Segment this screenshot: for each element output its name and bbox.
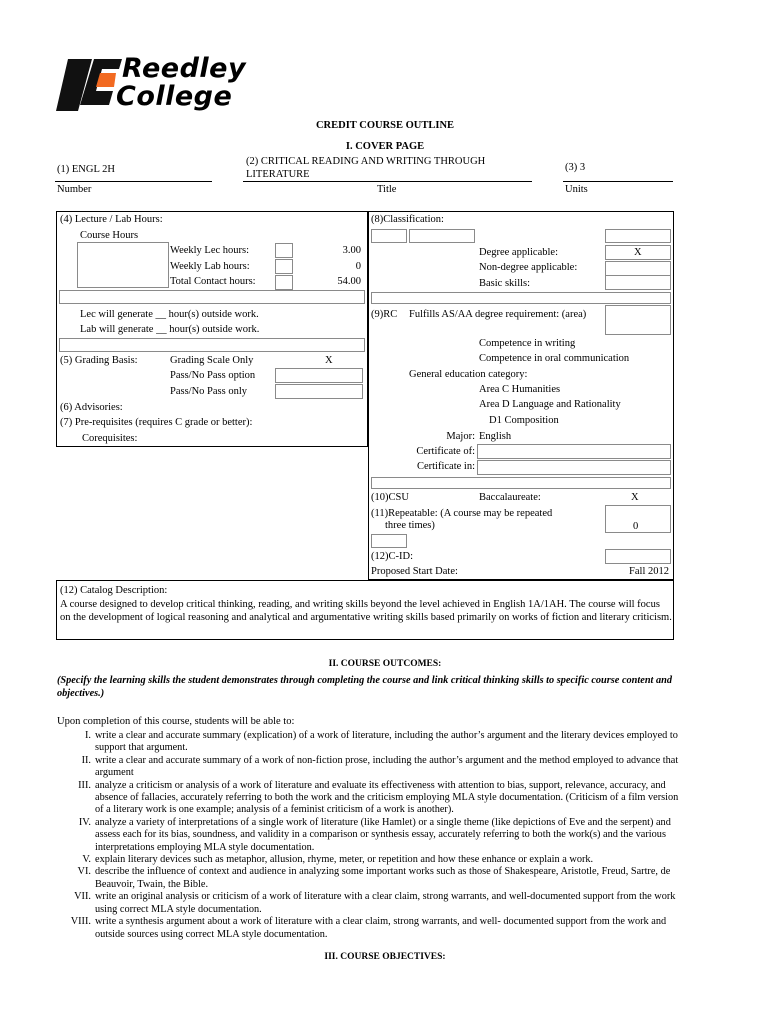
lab-generate-text: Lab will generate __ hour(s) outside work. xyxy=(80,324,260,335)
d1-composition: D1 Composition xyxy=(489,415,559,426)
corequisites-label: Corequisites: xyxy=(82,433,138,444)
list-item: I. write a clear and accurate summary (explication) of a work of literature, including the author’s argument and the literary devices employed to support that argument. xyxy=(84,730,678,754)
area-c: Area C Humanities xyxy=(479,384,561,395)
list-item: V. explain literary devices such as metaphor, allusion, rhyme, meter, or repetition and how these enhance or explain a work. xyxy=(82,854,594,866)
course-title-label: Title xyxy=(377,184,397,195)
units-label: Units xyxy=(565,184,588,195)
outcomes-intro: Upon completion of this course, students will be able to: xyxy=(57,716,295,727)
csu-label: (10)CSU xyxy=(371,492,409,503)
pass-no-pass-only: Pass/No Pass only xyxy=(170,386,248,397)
proposed-start-label: Proposed Start Date: xyxy=(371,566,458,577)
grading-basis-label: (5) Grading Basis: xyxy=(60,355,138,366)
list-item: VII. write an original analysis or criticism of a work of literature with a clear claim, strong warrants, and well-documented support from the work using correct MLA style documentation. xyxy=(74,891,676,915)
grading-scale-only: Grading Scale Only xyxy=(170,355,254,366)
rc-requirement-text: Fulfills AS/AA degree requirement: (area) xyxy=(409,309,587,320)
weekly-lec-label: Weekly Lec hours: xyxy=(170,245,250,256)
repeatable-line1: (11)Repeatable: (A course may be repeated xyxy=(371,508,553,519)
document-title: CREDIT COURSE OUTLINE xyxy=(315,120,455,131)
cid-label: (12)C-ID: xyxy=(371,551,413,562)
major-value: English xyxy=(479,431,512,442)
lec-generate-text: Lec will generate __ hour(s) outside work. xyxy=(80,309,259,320)
course-outcomes-heading: II. COURSE OUTCOMES: xyxy=(328,659,442,669)
list-item: VI. describe the influence of context and audience in analyzing some important works such as those of Shakespeare, Aristotle, Freud, Sartre, de Beauvoir, Twain, the Bible. xyxy=(77,866,671,890)
cover-page-heading: I. COVER PAGE xyxy=(345,141,425,152)
course-number-value: (1) ENGL 2H xyxy=(57,164,115,175)
logo-text-college: College xyxy=(116,81,233,112)
hours-label: (4) Lecture / Lab Hours: xyxy=(60,214,163,225)
baccalaureate-label: Baccalaureate: xyxy=(479,492,541,503)
units-value: (3) 3 xyxy=(565,162,586,173)
course-objectives-heading: III. COURSE OBJECTIVES: xyxy=(324,952,446,962)
degree-applicable-label: Degree applicable: xyxy=(479,247,558,258)
list-item: III. analyze a criticism or analysis of a work of literature and evaluate its effectiveness with attention to bias, support, relevance, accuracy, and absence of fallacies, accurately referring to both the work and the criticism employing MLA style documentation. (Criticism of a film version of a literary work is one example; analysis of a feminist criticism of a work is another). xyxy=(78,779,679,816)
outcomes-list xyxy=(57,730,682,941)
college-logo xyxy=(56,53,281,115)
rc-label: (9)RC xyxy=(371,309,398,320)
total-hours-value: 54.00 xyxy=(337,276,361,287)
course-hours-label: Course Hours xyxy=(80,230,139,241)
non-degree-label: Non-degree applicable: xyxy=(479,262,578,273)
catalog-description-heading: (12) Catalog Description: xyxy=(60,585,168,596)
basic-skills-label: Basic skills: xyxy=(479,278,531,289)
competence-writing: Competence in writing xyxy=(479,338,576,349)
weekly-lab-value: 0 xyxy=(355,261,361,272)
classification-label: (8)Classification: xyxy=(371,214,444,225)
weekly-lab-label: Weekly Lab hours: xyxy=(170,261,250,272)
repeatable-value: 0 xyxy=(633,521,639,532)
list-item: IV. analyze a variety of interpretations of a single work of literature (like Hamlet) or a single theme (like depictions of Eve and the serpent) and assess each for its bias, soundness, and validity in a comparison or synthesis essay, accurately referring to both the work(s) and the various interpretations employing MLA style documentation. xyxy=(78,816,671,853)
hours-grading-panel xyxy=(56,211,368,447)
area-d: Area D Language and Rationality xyxy=(479,399,621,410)
catalog-description-text: A course designed to develop critical thinking, reading, and writing skills beyond the level achieved in English 1A/1AH. The course will focus on the development of logical reasoning and analytical and argumentative writing skills based primarily on works of fiction and literary criticism. xyxy=(60,599,672,623)
course-number-label: Number xyxy=(57,184,92,195)
baccalaureate-mark: X xyxy=(631,492,639,503)
list-item: VIII. write a synthesis argument about a work of literature with a clear claim, strong warrants, and well- documented support from the work and outside sources using correct MLA style documentation. xyxy=(70,916,667,940)
list-item: II. write a clear and accurate summary of a work of non-fiction prose, including the author’s argument and the method employed to advance that argument xyxy=(81,754,679,779)
certificate-of-label: Certificate of: xyxy=(416,446,475,457)
course-title-line2: LITERATURE xyxy=(246,169,310,180)
pass-no-pass-option: Pass/No Pass option xyxy=(170,370,256,381)
degree-applicable-mark: X xyxy=(634,247,642,258)
prerequisites-label: (7) Pre-requisites (requires C grade or better): xyxy=(60,417,253,428)
weekly-lec-value: 3.00 xyxy=(342,245,361,256)
major-label: Major: xyxy=(446,431,475,442)
proposed-start-value: Fall 2012 xyxy=(629,566,669,577)
repeatable-line2: three times) xyxy=(385,520,435,531)
gen-ed-category: General education category: xyxy=(409,369,528,380)
total-hours-label: Total Contact hours: xyxy=(170,276,256,287)
logo-text-reedley: Reedley xyxy=(122,53,247,84)
grading-scale-mark: X xyxy=(325,355,333,366)
outcomes-instruction: (Specify the learning skills the student demonstrates through completing the course and link critical thinking skills to specific course content and objectives.) xyxy=(57,675,673,699)
advisories-label: (6) Advisories: xyxy=(60,402,123,413)
competence-oral: Competence in oral communication xyxy=(479,353,630,364)
certificate-in-label: Certificate in: xyxy=(416,461,475,472)
classification-panel xyxy=(368,211,674,580)
course-title-line1: (2) CRITICAL READING AND WRITING THROUGH xyxy=(246,156,486,167)
